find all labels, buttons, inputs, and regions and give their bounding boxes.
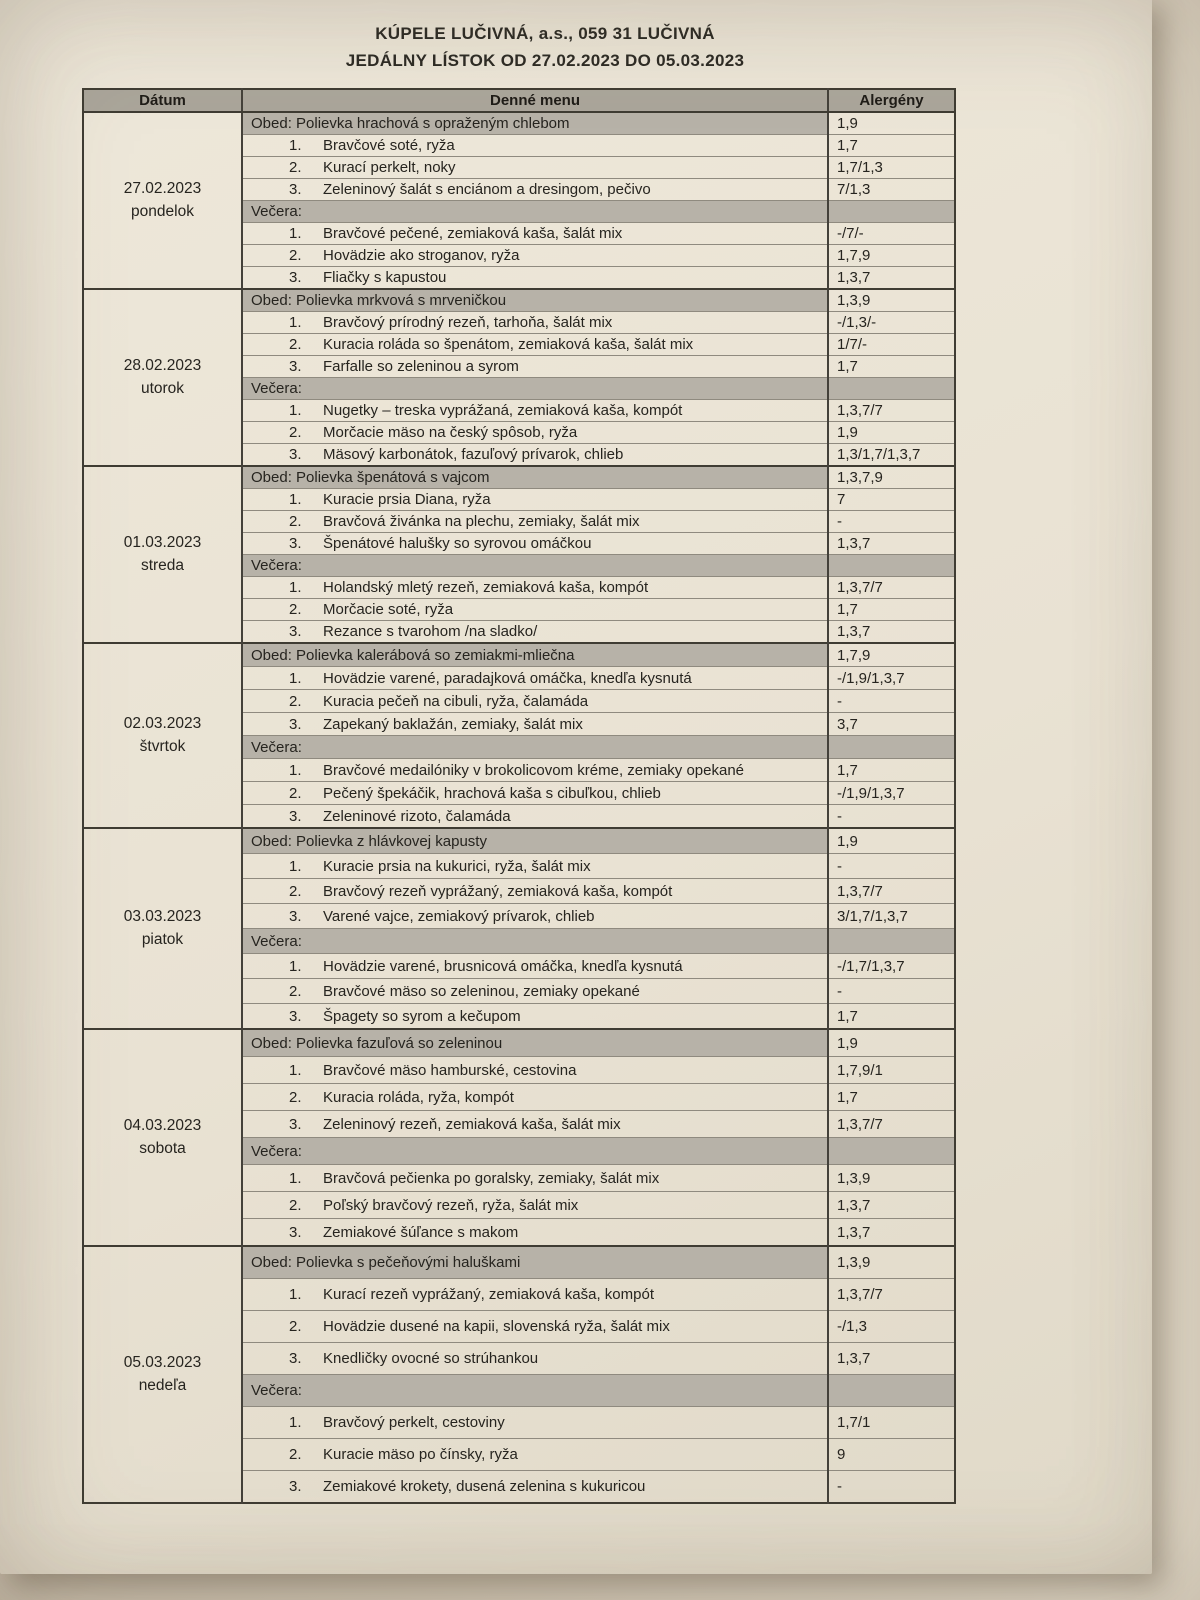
col-header-menu: Denné menu	[242, 89, 828, 112]
allergen-value: 3,7	[828, 713, 955, 736]
menu-item-cell	[242, 979, 828, 1004]
allergen-cell-empty	[828, 736, 955, 759]
date-cell	[83, 1246, 242, 1503]
lunch-soup-row	[83, 1246, 955, 1279]
menu-item-cell	[242, 511, 828, 533]
allergen-value: 1,3,7/7	[828, 577, 955, 599]
lunch-soup-row	[83, 828, 955, 854]
table-header-row	[83, 89, 955, 112]
item-text: Bravčové medailóniky v brokolicovom kréme, zemiaky opekané	[323, 761, 745, 779]
menu-item-cell	[242, 400, 828, 422]
lunch-soup-cell: Obed: Polievka hrachová s opraženým chlebom	[242, 112, 828, 135]
dinner-label-cell: Večera:	[242, 929, 828, 954]
allergen-value: 1,3,9	[828, 289, 955, 312]
item-number: 3.	[289, 1223, 302, 1241]
item-text: Varené vajce, zemiakový prívarok, chlieb	[323, 907, 595, 925]
date-cell	[83, 289, 242, 466]
menu-item-cell	[242, 713, 828, 736]
allergen-value: 1,3,7	[828, 267, 955, 290]
item-text: Zeleninový šalát s enciánom a dresingom, pečivo	[323, 181, 651, 198]
date-label: 28.02.2023	[123, 357, 202, 375]
allergen-value: 1,3,7/7	[828, 1279, 955, 1311]
menu-item-cell	[242, 1165, 828, 1192]
date-cell	[83, 466, 242, 643]
item-number: 1.	[289, 579, 302, 596]
item-number: 3.	[289, 181, 302, 198]
item-number: 3.	[289, 623, 302, 640]
item-text: Morčacie soté, ryža	[323, 601, 454, 618]
allergen-value: -/1,3/-	[828, 312, 955, 334]
item-text: Bravčový prírodný rezeň, tarhoňa, šalát mix	[323, 314, 613, 331]
item-text: Zapekaný baklažán, zemiaky, šalát mix	[323, 715, 583, 733]
allergen-value: 1,3/1,7/1,3,7	[828, 444, 955, 467]
dinner-label-cell: Večera:	[242, 1375, 828, 1407]
dinner-label-cell: Večera:	[242, 555, 828, 577]
allergen-value: 1,7/1	[828, 1407, 955, 1439]
item-number: 3.	[289, 269, 302, 286]
item-text: Bravčové soté, ryža	[323, 137, 455, 154]
date-cell	[83, 828, 242, 1029]
item-number: 1.	[289, 1061, 302, 1079]
lunch-soup-row	[83, 289, 955, 312]
col-header-allergens: Alergény	[828, 89, 955, 112]
item-text: Hovädzie varené, brusnicová omáčka, knedľa kysnutá	[323, 957, 683, 975]
item-text: Farfalle so zeleninou a syrom	[323, 358, 519, 375]
item-number: 3.	[289, 715, 302, 733]
lunch-soup-cell: Obed: Polievka fazuľová so zeleninou	[242, 1029, 828, 1057]
menu-item-cell	[242, 334, 828, 356]
menu-item-cell	[242, 690, 828, 713]
item-text: Bravčový perkelt, cestoviny	[323, 1414, 505, 1431]
item-number: 2.	[289, 1446, 302, 1463]
allergen-cell-empty	[828, 1375, 955, 1407]
allergen-value: 1,3,9	[828, 1246, 955, 1279]
dinner-label-cell: Večera:	[242, 378, 828, 400]
allergen-value: 1,7/1,3	[828, 157, 955, 179]
menu-item-cell	[242, 1004, 828, 1030]
menu-item-cell	[242, 1084, 828, 1111]
item-number: 3.	[289, 1350, 302, 1367]
allergen-cell-empty	[828, 555, 955, 577]
allergen-value: -/1,9/1,3,7	[828, 782, 955, 805]
allergen-value: 1,7	[828, 1004, 955, 1030]
item-number: 2.	[289, 982, 302, 1000]
weekday-label: pondelok	[131, 202, 194, 220]
allergen-value: 1,7	[828, 356, 955, 378]
allergen-value: 1,9	[828, 828, 955, 854]
item-text: Bravčové mäso so zeleninou, zemiaky opekané	[323, 982, 640, 1000]
item-number: 2.	[289, 692, 302, 710]
item-number: 3.	[289, 1007, 302, 1025]
item-number: 1.	[289, 1169, 302, 1187]
item-text: Kurací perkelt, noky	[323, 159, 456, 176]
menu-item-cell	[242, 1111, 828, 1138]
menu-item-cell	[242, 577, 828, 599]
item-number: 3.	[289, 907, 302, 925]
menu-table-head	[83, 89, 955, 112]
item-number: 1.	[289, 225, 302, 242]
menu-item-cell	[242, 805, 828, 829]
item-text: Knedličky ovocné so strúhankou	[323, 1350, 539, 1367]
allergen-value: -	[828, 690, 955, 713]
item-text: Morčacie mäso na český spôsob, ryža	[323, 424, 578, 441]
allergen-value: 1,7	[828, 1084, 955, 1111]
menu-item-cell	[242, 1311, 828, 1343]
date-label: 05.03.2023	[123, 1354, 202, 1372]
item-number: 1.	[289, 402, 302, 419]
menu-item-cell	[242, 621, 828, 644]
menu-item-cell	[242, 223, 828, 245]
menu-item-cell	[242, 356, 828, 378]
item-number: 2.	[289, 513, 302, 530]
item-number: 2.	[289, 424, 302, 441]
lunch-soup-cell: Obed: Polievka z hlávkovej kapusty	[242, 828, 828, 854]
allergen-value: 1/7/-	[828, 334, 955, 356]
menu-item-cell	[242, 157, 828, 179]
allergen-value: 1,3,7	[828, 621, 955, 644]
item-number: 1.	[289, 1414, 302, 1431]
item-text: Hovädzie dusené na kapii, slovenská ryža, šalát mix	[323, 1318, 670, 1335]
menu-item-cell	[242, 904, 828, 929]
item-text: Kuracie mäso po čínsky, ryža	[323, 1446, 518, 1463]
weekly-menu-table	[82, 88, 956, 1504]
allergen-value: 1,9	[828, 112, 955, 135]
menu-item-cell	[242, 954, 828, 979]
allergen-value: -/1,3	[828, 1311, 955, 1343]
item-text: Fliačky s kapustou	[323, 269, 447, 286]
item-text: Bravčové mäso hamburské, cestovina	[323, 1061, 577, 1079]
allergen-value: 1,3,7/7	[828, 879, 955, 904]
allergen-value: -	[828, 805, 955, 829]
menu-item-cell	[242, 1471, 828, 1504]
menu-item-cell	[242, 1219, 828, 1247]
item-text: Kuracia pečeň na cibuli, ryža, čalamáda	[323, 692, 589, 710]
allergen-value: 1,3,7,9	[828, 466, 955, 489]
menu-item-cell	[242, 245, 828, 267]
menu-item-cell	[242, 1192, 828, 1219]
allergen-value: -/1,7/1,3,7	[828, 954, 955, 979]
dinner-label-cell: Večera:	[242, 736, 828, 759]
allergen-value: 9	[828, 1439, 955, 1471]
allergen-value: -	[828, 979, 955, 1004]
allergen-value: -	[828, 1471, 955, 1504]
allergen-value: 1,3,7	[828, 1192, 955, 1219]
weekday-label: štvrtok	[139, 737, 186, 755]
allergen-value: 1,3,7	[828, 1219, 955, 1247]
allergen-cell-empty	[828, 929, 955, 954]
item-number: 2.	[289, 1088, 302, 1106]
menu-item-cell	[242, 854, 828, 879]
allergen-value: -/7/-	[828, 223, 955, 245]
item-text: Špenátové halušky so syrovou omáčkou	[323, 535, 592, 552]
menu-item-cell	[242, 422, 828, 444]
item-text: Pečený špekáčik, hrachová kaša s cibuľkou, chlieb	[323, 784, 661, 802]
allergen-value: 1,9	[828, 422, 955, 444]
allergen-value: 1,7,9	[828, 643, 955, 667]
lunch-soup-row	[83, 1029, 955, 1057]
item-text: Kuracia roláda so špenátom, zemiaková kaša, šalát mix	[323, 336, 694, 353]
item-text: Bravčový rezeň vyprážaný, zemiaková kaša, kompót	[323, 882, 673, 900]
item-text: Bravčová pečienka po goralsky, zemiaky, šalát mix	[323, 1169, 660, 1187]
menu-item-cell	[242, 1407, 828, 1439]
item-text: Bravčové pečené, zemiaková kaša, šalát mix	[323, 225, 623, 242]
menu-item-cell	[242, 1343, 828, 1375]
item-number: 3.	[289, 535, 302, 552]
allergen-value: 1,7,9	[828, 245, 955, 267]
item-number: 1.	[289, 137, 302, 154]
item-text: Poľský bravčový rezeň, ryža, šalát mix	[323, 1196, 579, 1214]
menu-period-subtitle: JEDÁLNY LÍSTOK OD 27.02.2023 DO 05.03.2023	[345, 51, 745, 71]
lunch-soup-cell: Obed: Polievka mrkvová s mrveničkou	[242, 289, 828, 312]
allergen-cell-empty	[828, 1138, 955, 1165]
lunch-soup-cell: Obed: Polievka špenátová s vajcom	[242, 466, 828, 489]
item-number: 1.	[289, 669, 302, 687]
item-text: Rezance s tvarohom /na sladko/	[323, 623, 538, 640]
allergen-value: 1,3,7/7	[828, 1111, 955, 1138]
allergen-value: 1,9	[828, 1029, 955, 1057]
item-number: 3.	[289, 446, 302, 463]
item-text: Zemiakové krokety, dusená zelenina s kukuricou	[323, 1478, 646, 1495]
menu-item-cell	[242, 135, 828, 157]
allergen-value: -	[828, 854, 955, 879]
weekday-label: sobota	[139, 1139, 186, 1157]
item-number: 1.	[289, 957, 302, 975]
item-text: Zemiakové šúľance s makom	[323, 1223, 519, 1241]
item-number: 3.	[289, 807, 302, 825]
allergen-value: -	[828, 511, 955, 533]
menu-item-cell	[242, 267, 828, 290]
item-text: Zeleninový rezeň, zemiaková kaša, šalát mix	[323, 1115, 621, 1133]
weekday-label: piatok	[141, 930, 184, 948]
menu-item-cell	[242, 489, 828, 511]
menu-table-body	[83, 112, 955, 1503]
allergen-value: 7	[828, 489, 955, 511]
menu-item-cell	[242, 1057, 828, 1084]
date-cell	[83, 112, 242, 289]
item-number: 2.	[289, 336, 302, 353]
item-text: Bravčová živánka na plechu, zemiaky, šalát mix	[323, 513, 640, 530]
item-number: 2.	[289, 882, 302, 900]
document-header	[85, 20, 1005, 74]
allergen-cell-empty	[828, 378, 955, 400]
lunch-soup-row	[83, 466, 955, 489]
date-label: 01.03.2023	[123, 534, 202, 552]
allergen-value: 1,7,9/1	[828, 1057, 955, 1084]
date-label: 03.03.2023	[123, 908, 202, 926]
allergen-value: 1,3,9	[828, 1165, 955, 1192]
item-number: 1.	[289, 761, 302, 779]
item-text: Špagety so syrom a kečupom	[323, 1007, 521, 1025]
item-number: 3.	[289, 1115, 302, 1133]
item-text: Hovädzie ako stroganov, ryža	[323, 247, 520, 264]
menu-item-cell	[242, 1439, 828, 1471]
date-cell	[83, 643, 242, 828]
item-text: Kurací rezeň vyprážaný, zemiaková kaša, kompót	[323, 1286, 654, 1303]
allergen-value: 1,3,7	[828, 533, 955, 555]
allergen-value: 1,3,7	[828, 1343, 955, 1375]
weekday-label: utorok	[140, 379, 185, 397]
allergen-value: 3/1,7/1,3,7	[828, 904, 955, 929]
item-text: Mäsový karbonátok, fazuľový prívarok, chlieb	[323, 446, 624, 463]
lunch-soup-row	[83, 112, 955, 135]
allergen-value: 1,3,7/7	[828, 400, 955, 422]
item-number: 1.	[289, 857, 302, 875]
menu-item-cell	[242, 879, 828, 904]
menu-item-cell	[242, 444, 828, 467]
dinner-label-cell: Večera:	[242, 201, 828, 223]
item-text: Kuracia roláda, ryža, kompót	[323, 1088, 514, 1106]
item-number: 3.	[289, 1478, 302, 1495]
allergen-cell-empty	[828, 201, 955, 223]
lunch-soup-cell: Obed: Polievka kalerábová so zemiakmi-mliečna	[242, 643, 828, 667]
allergen-value: -/1,9/1,3,7	[828, 667, 955, 690]
menu-item-cell	[242, 312, 828, 334]
menu-item-cell	[242, 599, 828, 621]
allergen-value: 1,7	[828, 135, 955, 157]
date-label: 04.03.2023	[123, 1117, 202, 1135]
weekday-label: nedeľa	[138, 1376, 187, 1394]
item-text: Holandský mletý rezeň, zemiaková kaša, kompót	[323, 579, 649, 596]
item-text: Kuracie prsia na kukurici, ryža, šalát mix	[323, 857, 591, 875]
date-cell	[83, 1029, 242, 1246]
menu-item-cell	[242, 667, 828, 690]
item-number: 2.	[289, 1196, 302, 1214]
menu-item-cell	[242, 782, 828, 805]
item-number: 2.	[289, 784, 302, 802]
item-text: Hovädzie varené, paradajková omáčka, knedľa kysnutá	[323, 669, 692, 687]
menu-item-cell	[242, 759, 828, 782]
item-number: 1.	[289, 314, 302, 331]
item-number: 2.	[289, 159, 302, 176]
item-number: 3.	[289, 358, 302, 375]
item-number: 1.	[289, 1286, 302, 1303]
item-text: Kuracie prsia Diana, ryža	[323, 491, 491, 508]
allergen-value: 7/1,3	[828, 179, 955, 201]
item-text: Nugetky – treska vyprážaná, zemiaková kaša, kompót	[323, 402, 683, 419]
menu-item-cell	[242, 1279, 828, 1311]
menu-item-cell	[242, 533, 828, 555]
allergen-value: 1,7	[828, 599, 955, 621]
item-text: Zeleninové rizoto, čalamáda	[323, 807, 511, 825]
company-title: KÚPELE LUČIVNÁ, a.s., 059 31 LUČIVNÁ	[375, 24, 715, 43]
menu-item-cell	[242, 179, 828, 201]
dinner-label-cell: Večera:	[242, 1138, 828, 1165]
allergen-value: 1,7	[828, 759, 955, 782]
lunch-soup-row	[83, 643, 955, 667]
item-number: 2.	[289, 247, 302, 264]
date-label: 02.03.2023	[123, 715, 202, 733]
item-number: 2.	[289, 601, 302, 618]
date-label: 27.02.2023	[123, 180, 202, 198]
item-number: 2.	[289, 1318, 302, 1335]
col-header-date: Dátum	[83, 89, 242, 112]
weekday-label: streda	[140, 556, 185, 574]
lunch-soup-cell: Obed: Polievka s pečeňovými haluškami	[242, 1246, 828, 1279]
item-number: 1.	[289, 491, 302, 508]
